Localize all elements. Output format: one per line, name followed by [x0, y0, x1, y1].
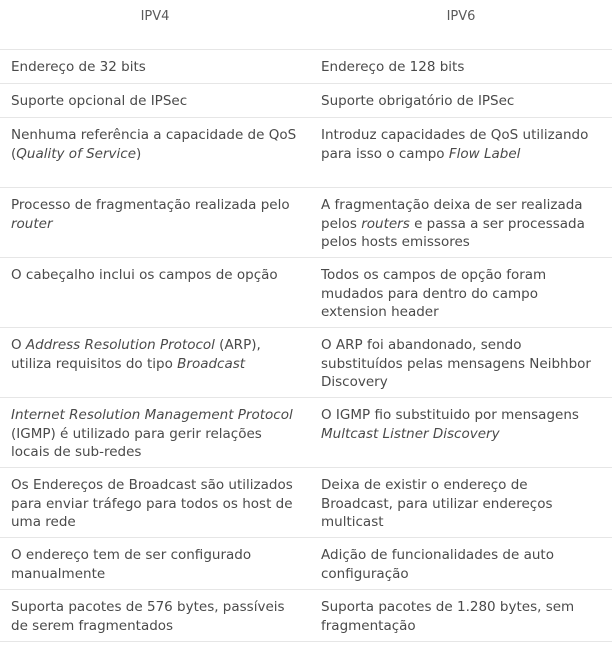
cell-text: A fragmentação deixa de ser realizada pelos: [321, 197, 583, 232]
cell-text: Endereço de 32 bits: [11, 59, 146, 75]
cell-ipv4: [0, 50, 310, 83]
cell-text: Endereço de 128 bits: [321, 59, 465, 75]
table-row: [0, 398, 612, 468]
cell-text: e passa a ser processada pelos hosts emissores: [321, 215, 585, 250]
cell-ipv6: [310, 258, 612, 327]
cell-text: Suporta pacotes de 1.280 bytes, sem fragmentação: [321, 599, 575, 634]
cell-text: Suporta pacotes de 576 bytes, passíveis de serem fragmentados: [11, 599, 285, 634]
cell-ipv4: [0, 84, 310, 117]
table-row: [0, 188, 612, 258]
cell-text: O endereço tem de ser configurado manualmente: [11, 547, 252, 582]
cell-text: Adição de funcionalidades de auto configuração: [321, 547, 554, 582]
cell-text: Nenhuma referência a capacidade de QoS (: [11, 127, 297, 162]
cell-text: Introduz capacidades de QoS utilizando para isso o campo: [321, 127, 589, 162]
italic-term: Broadcast: [177, 355, 246, 372]
table-row: [0, 468, 612, 538]
italic-term: Multcast Listner Discovery: [321, 425, 500, 442]
cell-text: O cabeçalho inclui os campos de opção: [11, 267, 278, 283]
cell-ipv4: [0, 398, 310, 467]
cell-text: Suporte opcional de IPSec: [11, 93, 188, 109]
cell-ipv4: [0, 468, 310, 537]
table-row: [0, 538, 612, 590]
header-ipv6: IPV6: [446, 9, 476, 24]
table-row: [0, 84, 612, 118]
cell-ipv6: [310, 468, 612, 537]
cell-text: Deixa de existir o endereço de Broadcast, para utilizar endereços multicast: [321, 477, 553, 530]
cell-ipv4: [0, 258, 310, 327]
cell-text: Todos os campos de opção foram mudados para dentro do campo extension header: [321, 267, 547, 320]
table-row: [0, 590, 612, 642]
cell-ipv4: [0, 590, 310, 641]
cell-ipv6: [310, 590, 612, 641]
italic-term: routers: [361, 215, 410, 232]
italic-term: Flow Label: [448, 145, 521, 162]
table-row: [0, 258, 612, 328]
cell-text: ): [136, 145, 142, 162]
cell-text: O IGMP fio substituido por mensagens: [321, 407, 579, 423]
cell-ipv4: [0, 538, 310, 589]
cell-ipv6: [310, 50, 612, 83]
italic-term: Internet Resolution Management Protocol: [11, 407, 293, 423]
cell-text: (IGMP) é utilizado para gerir relações locais de sub-redes: [11, 425, 262, 460]
cell-ipv4: [0, 328, 310, 397]
table-row: [0, 328, 612, 398]
cell-ipv6: [310, 188, 612, 257]
italic-term: Quality of Service: [16, 145, 137, 162]
cell-ipv6: [310, 398, 612, 467]
header-ipv4: IPV4: [140, 9, 170, 24]
table-body: [0, 50, 612, 642]
cell-text: (ARP), utiliza requisitos do tipo: [11, 337, 261, 372]
cell-ipv6: [310, 84, 612, 117]
cell-text: Suporte obrigatório de IPSec: [321, 93, 515, 109]
cell-ipv4: [0, 118, 310, 187]
table-header: [0, 0, 612, 50]
italic-term: router: [11, 215, 53, 232]
cell-ipv4: [0, 188, 310, 257]
table-row: [0, 118, 612, 188]
italic-term: Address Resolution Protocol: [25, 337, 215, 353]
cell-ipv6: [310, 328, 612, 397]
table-row: [0, 50, 612, 84]
cell-text: Os Endereços de Broadcast são utilizados para enviar tráfego para todos os host de uma rede: [11, 477, 293, 530]
cell-text: O ARP foi abandonado, sendo substituídos pelas mensagens Neibhbor Discovery: [321, 337, 591, 390]
cell-text: O: [11, 337, 26, 353]
cell-text: Processo de fragmentação realizada pelo: [11, 197, 290, 213]
cell-ipv6: [310, 538, 612, 589]
cell-ipv6: [310, 118, 612, 187]
